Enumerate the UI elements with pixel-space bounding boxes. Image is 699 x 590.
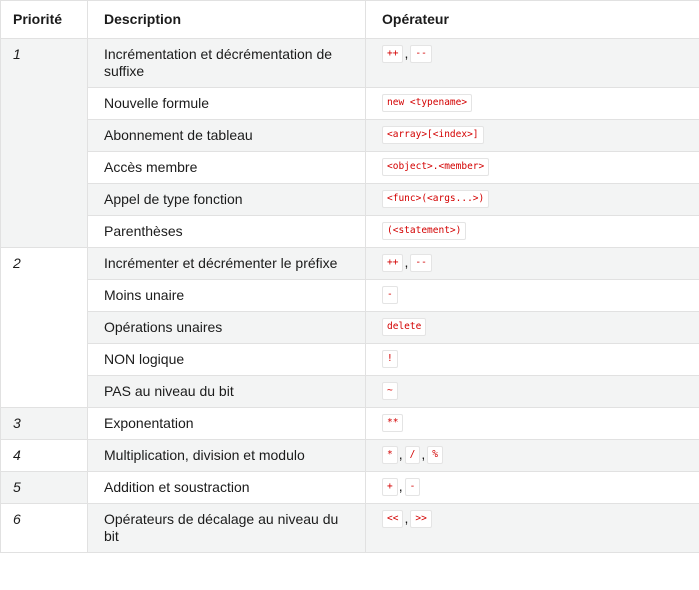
operator-separator: , [398,446,403,462]
description-cell: Exponentation [88,408,366,440]
operator-cell [366,248,699,280]
operator-cell [366,152,699,184]
table-row [1,312,699,344]
description-cell: PAS au niveau du bit [88,376,366,408]
operator-code: <array>[<index>] [382,126,484,144]
operator-cell [366,216,699,248]
table-row [1,88,699,120]
description-cell: Opérations unaires [88,312,366,344]
operator-separator: , [404,254,409,270]
table-row [1,408,699,440]
operator-code: / [405,446,421,464]
operator-code: * [382,446,398,464]
operator-code: ! [382,350,398,368]
operator-code: delete [382,318,426,336]
table-row [1,152,699,184]
operator-cell [366,504,699,553]
table-row [1,440,699,472]
operator-cell [366,408,699,440]
table-row [1,472,699,504]
operator-code: -- [410,45,431,63]
operator-code: <object>.<member> [382,158,489,176]
table-row [1,120,699,152]
description-cell: Abonnement de tableau [88,120,366,152]
operator-cell [366,312,699,344]
operator-cell [366,440,699,472]
priority-cell: 2 [1,248,88,408]
operator-cell [366,376,699,408]
table-row [1,344,699,376]
operator-separator: , [398,478,403,494]
table-row [1,280,699,312]
operator-cell [366,472,699,504]
header-priority: Priorité [1,1,88,39]
description-cell: Addition et soustraction [88,472,366,504]
operator-code: ~ [382,382,398,400]
operator-cell [366,344,699,376]
priority-cell: 3 [1,408,88,440]
operator-cell [366,39,699,88]
description-cell: Appel de type fonction [88,184,366,216]
operator-cell [366,280,699,312]
description-cell: Multiplication, division et modulo [88,440,366,472]
operator-code: ** [382,414,403,432]
priority-cell: 1 [1,39,88,248]
operator-separator: , [421,446,426,462]
operator-code: << [382,510,403,528]
header-operator: Opérateur [366,1,699,39]
table-row [1,184,699,216]
operator-separator: , [404,510,409,526]
operator-code: >> [410,510,431,528]
description-cell: Incrémentation et décrémentation de suffixe [88,39,366,88]
priority-cell: 4 [1,440,88,472]
operator-code: (<statement>) [382,222,466,240]
description-cell: Accès membre [88,152,366,184]
operator-code: % [427,446,443,464]
operator-code: - [382,286,398,304]
table-row [1,39,699,88]
operator-code: ++ [382,45,403,63]
operator-code: - [405,478,421,496]
description-cell: Incrémenter et décrémenter le préfixe [88,248,366,280]
table-body [1,39,699,553]
operator-code: <func>(<args...>) [382,190,489,208]
operator-cell [366,184,699,216]
operator-cell [366,120,699,152]
table-row [1,376,699,408]
description-cell: Moins unaire [88,280,366,312]
operator-code: -- [410,254,431,272]
operator-code: ++ [382,254,403,272]
table-row [1,504,699,553]
priority-cell: 6 [1,504,88,553]
header-description: Description [88,1,366,39]
operator-code: + [382,478,398,496]
description-cell: Opérateurs de décalage au niveau du bit [88,504,366,553]
description-cell: NON logique [88,344,366,376]
operator-code: new <typename> [382,94,472,112]
operator-separator: , [404,45,409,61]
table-row [1,216,699,248]
priority-cell: 5 [1,472,88,504]
description-cell: Nouvelle formule [88,88,366,120]
operator-cell [366,88,699,120]
description-cell: Parenthèses [88,216,366,248]
table-row [1,248,699,280]
header-row [1,1,699,39]
